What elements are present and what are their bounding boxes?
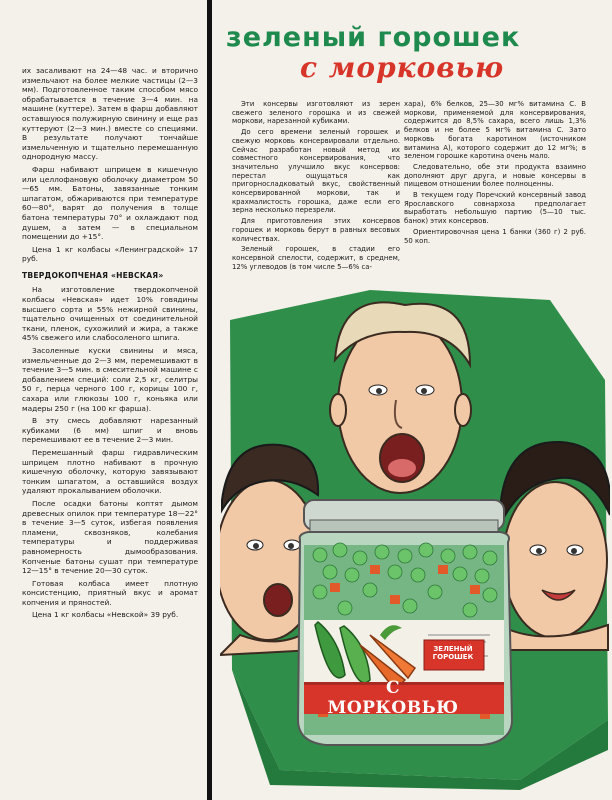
article-title-line2: с морковью [300,51,505,84]
column-divider [207,0,212,800]
left-paragraph: Засоленные куски свинины и мяса, измельченные до 2—3 мм, перемешивают в течение 3—5 мин. в смесительной машине с добавлением специй: соли 2,5 кг, селитры 50 г, перца черного 100 г, корицы 100 г, сахара или глюкозы 100 г, коньяка или мадеры 250 г (на 100 кг фарша). [22,346,198,413]
price-line: Ориентировочная цена 1 банки (360 г) 2 руб. 50 коп. [404,227,586,245]
left-paragraph: Перемешанный фарш гидравлическим шприцем плотно набивают в прочную кишечную оболочку, которую завязывают тонким шпагатом, а оставшийся воздух удаляют прокалыванием оболочки. [22,447,198,496]
right-paragraph: Эти консервы изготовляют из зерен свежего зеленого горошка и из свежей моркови, нарезанной кубиками. [232,100,400,126]
right-paragraph: До сего времени зеленый горошек и свежую морковь консервировали отдельно. Сейчас разработан новый метод их совместного консервирования, что значительно улучшило вкус консервов: перестал ощущаться как пригорносладковатый вкус, свойственный консервированной моркови, так и крахмалистость горошка, даже если его зерна несколько перезрели. [232,128,400,215]
right-paragraph: Следовательно, обе эти продукта взаимно дополняют друг друга, и новые консервы в пищевом отношении более полноценны. [404,162,586,189]
price-line: Цена 1 кг колбасы «Невской» 39 руб. [32,610,179,620]
article-title-line1: зеленый горошек [226,22,521,53]
section-heading: ТВЕРДОКОПЧЕНАЯ «НЕВСКАЯ» [22,270,164,280]
jar-small-label: ЗЕЛЕНЫЙ ГОРОШЕК [432,645,474,661]
right-paragraph: В текущем году Поречский консервный завод Ярославского совнархоза предполагает выработать небольшую партию (5—10 тыс. банок) этих консервов. [404,191,586,226]
right-article-column-1 [232,100,400,273]
left-article-column [22,66,198,623]
right-paragraph: хара), 6% белков, 25—30 мг% витамина С. В моркови, применяемой для консервирования, содержится до 8,5% сахара, всего лишь 1,3% белков и не более 5 мг% витамина С. Зато морковь богата каротином (источником витамина А), которого содержит до 12 мг%; в зеленом горошке каротина очень мало. [404,100,586,161]
left-paragraph: их засаливают на 24—48 час. и вторично измельчают на более мелкие частицы (2—3 мм). Подготовленное таким способом мясо обрабатывается в течение 3—4 мин. на машине (куттере). Затем в фарш добавляют оставшуюся полужирную свинину и еще раз куттеруют (2—3 мин.) вместе со специями. В результате получают тончайше измельченную и тщательно перемешанную однородную массу. [22,66,198,162]
right-article-column-2 [404,100,586,247]
left-paragraph: После осадки батоны коптят дымом древесных опилок при температуре 18—22° в течение 3—5 суток, избегая появления пламени, сквозняков, колебания температуры и поддерживая равномерность дымообразования. Копченые батоны сушат при температуре 12—15° в течение 20—30 суток. [22,498,198,576]
price-line: Цена 1 кг колбасы «Ленинградской» 17 руб. [22,244,198,264]
left-paragraph: Готовая колбаса имеет плотную консистенцию, приятный вкус и аромат копчения и пряностей. [22,578,198,607]
jar-band-text: С МОРКОВЬЮ [327,678,459,718]
left-paragraph: На изготовление твердокопченой колбасы «Невская» идет 10% говядины высшего сорта и 55% нежирной свинины, тщательно очищенных от соединительной ткани, пленок, сухожилий и жира, а также 45% свежего или слабосоленого шпига. [22,285,198,343]
right-paragraph: Зеленый горошек, в стадии его консервной спелости, содержит, в среднем, 12% углеводов (в том числе 5—6% са- [232,245,400,271]
right-paragraph: Для приготовления этих консервов горошек и морковь берут в равных весовых количествах. [232,217,400,243]
left-paragraph: В эту смесь добавляют нарезанный кубиками (6 мм) шпиг и вновь перемешивают ее в течение 2—3 мин. [22,416,198,445]
left-paragraph: Фарш набивают шприцем в кишечную или целлофановую оболочку диаметром 50—65 мм. Батоны, завязанные тонким шпагатом, обжариваются при температуре 60—80°, варят до получения в толще батона температуры 70° и охлаждают под душем, а затем — в специальном помещении до +15°. [22,164,198,242]
